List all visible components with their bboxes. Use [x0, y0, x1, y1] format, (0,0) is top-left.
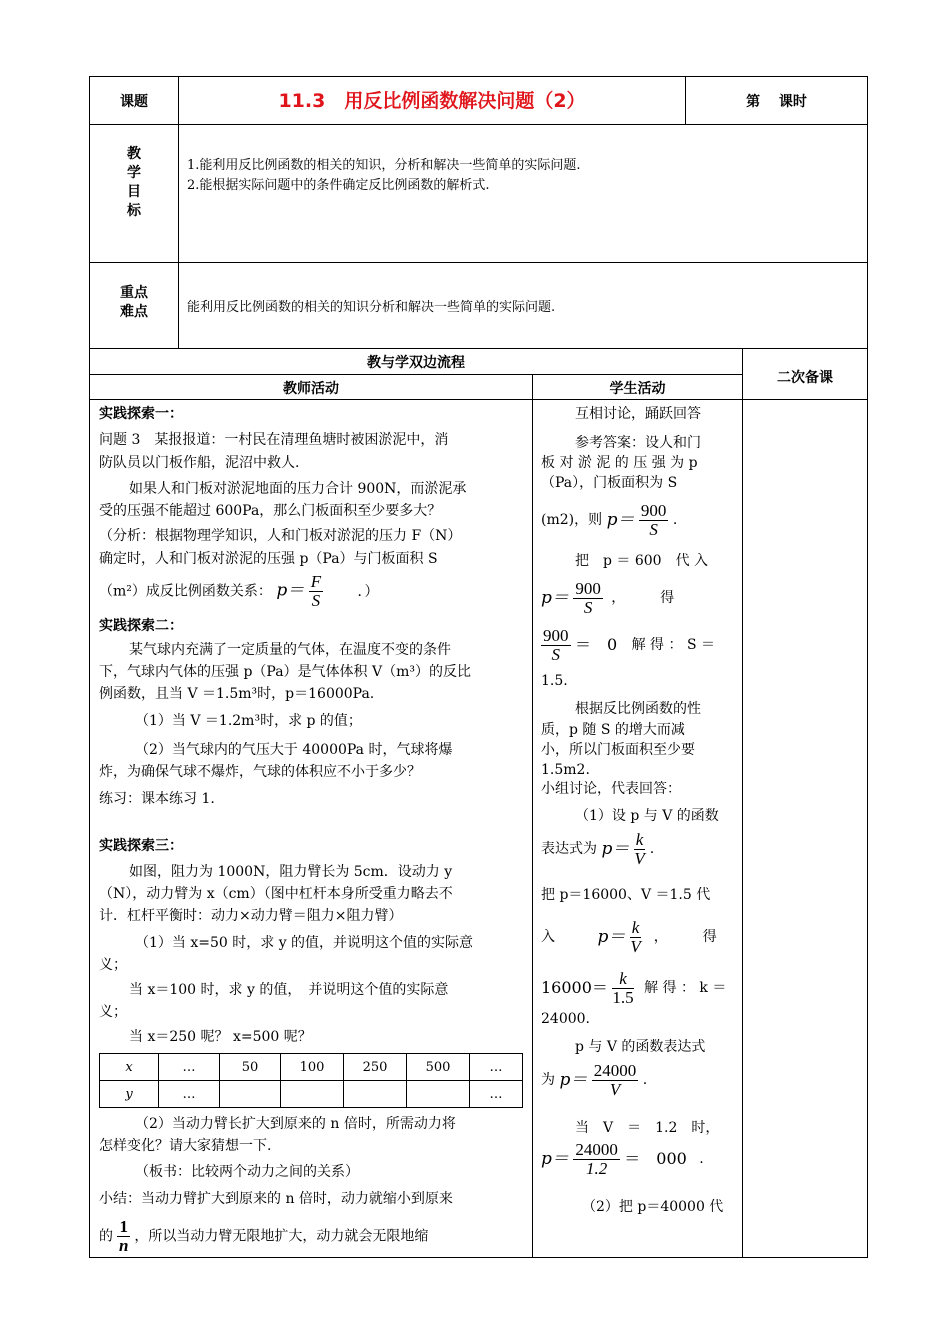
text-line: （1）当 V ＝1.2m³时，求 p 的值； — [135, 713, 362, 729]
student-header: 学生活动 — [609, 381, 666, 397]
text-line: 问题 3 某报报道：一村民在清理鱼塘时被困淤泥中，消 — [99, 432, 449, 448]
formula-fraction: $\frac{k}{V}$ — [630, 917, 641, 956]
table-cell: x — [100, 1054, 159, 1081]
text-line: 16000＝ $\frac{k}{1.5}$ 解 得 ： k ＝ — [541, 968, 727, 1007]
text-line: 根据反比例函数的性 — [575, 701, 701, 717]
text-line: p＝ $\frac{900}{S}$ ， 得 — [541, 578, 675, 617]
formula-fraction: $\frac{k}{1.5}$ — [612, 968, 634, 1007]
text-line: 把 p ＝ 600 代 入 — [575, 553, 709, 569]
text-line: 当 x＝100 时，求 y 的值， 并说明这个值的实际意 — [129, 982, 449, 998]
text-line: （1）设 p 与 V 的函数 — [575, 808, 719, 824]
key-points-text: 能利用反比例函数的相关的知识分析和解决一些简单的实际问题. — [187, 300, 556, 315]
table-cell: 250 — [344, 1054, 407, 1081]
text-line: （2）把 p＝40000 代 — [582, 1199, 724, 1215]
table-cell — [407, 1081, 470, 1108]
flow-title: 教与学双边流程 — [367, 355, 465, 371]
text-line: 怎样变化？请大家猜想一下. — [99, 1138, 272, 1154]
goal-item: 1.能利用反比例函数的相关的知识，分析和解决一些简单的实际问题. — [187, 158, 581, 173]
section-title: 实践探索一： — [99, 406, 183, 422]
text-line: （板书：比较两个动力之间的关系） — [135, 1164, 359, 1180]
table-cell: … — [159, 1054, 220, 1081]
text-line: 互相讨论，踊跃回答 — [575, 406, 701, 422]
formula-fraction: $\frac{900}{S}$ — [575, 578, 601, 617]
text-line: 如图，阻力为 1000N，阻力臂长为 5cm．设动力 y — [129, 864, 453, 880]
text-line: （1）当 x=50 时，求 y 的值，并说明这个值的实际意 — [135, 935, 474, 951]
formula-fraction: $\frac{1}{n}$ — [118, 1217, 129, 1255]
text-line: 1.5. — [541, 673, 568, 689]
text-line: 计．杠杆平衡时：动力×动力臂＝阻力×阻力臂） — [99, 908, 403, 924]
text-line: $\frac{900}{S}$ ＝ 0 解 得 ： S ＝ — [543, 625, 715, 664]
text-line: 炸，为确保气球不爆炸，气球的体积应不小于多少？ — [99, 764, 421, 780]
period-label: 第 课时 — [746, 94, 807, 110]
header-label: 课题 — [120, 94, 148, 110]
text-line: 义； — [99, 957, 127, 973]
text-line: （2）当动力臂长扩大到原来的 n 倍时，所需动力将 — [135, 1116, 456, 1132]
text-line: （N），动力臂为 x（cm）（图中杠杆本身所受重力略去不 — [99, 886, 453, 902]
text-line: p＝ $\frac{24000}{1.2}$ ＝ 000 . — [541, 1139, 704, 1178]
table-cell: … — [470, 1081, 523, 1108]
text-line: 小组讨论，代表回答： — [541, 781, 681, 797]
text-line: 为 p＝ $\frac{24000}{V}$ . — [541, 1060, 648, 1099]
table-cell — [344, 1081, 407, 1108]
text-line: 某气球内充满了一定质量的气体，在温度不变的条件 — [129, 642, 451, 658]
table-cell: 100 — [281, 1054, 344, 1081]
text-line: 把 p＝16000、V ＝1.5 代 — [541, 887, 711, 903]
goals-label: 教 学 目 标 — [127, 146, 141, 219]
text-line: p 与 V 的函数表达式 — [575, 1039, 706, 1055]
text-line: 下，气球内气体的压强 p（Pa）是气体体积 V（m³）的反比 — [99, 664, 471, 680]
text-line: 确定时，人和门板对淤泥的压强 p（Pa）与门板面积 S — [99, 551, 438, 567]
formula-fraction: $\frac{24000}{1.2}$ — [575, 1139, 618, 1178]
text-line: （2）当气球内的气压大于 40000Pa 时，气球将爆 — [135, 742, 453, 758]
text-line: 参考答案：设人和门 — [575, 435, 701, 451]
text-line: （Pa），门板面积为 S — [541, 475, 678, 491]
text-line: 例函数，且当 V ＝1.5m³时，p＝16000Pa. — [99, 686, 375, 702]
table-row — [100, 1081, 523, 1108]
text-line: 防队员以门板作船，泥沼中救人. — [99, 455, 300, 471]
goal-item: 2.能根据实际问题中的条件确定反比例函数的解析式. — [187, 178, 490, 193]
key-points-label: 重点 难点 — [120, 285, 148, 320]
text-line: （m²）成反比例函数关系： p＝ $\frac{F}{S}$ ．） — [99, 572, 379, 610]
text-line: 的 $\frac{1}{n}$ ，所以当动力臂无限地扩大，动力就会无限地缩 — [99, 1217, 429, 1255]
formula-fraction: $\frac{900}{S}$ — [543, 625, 569, 664]
text-line: 小，所以门板面积至少要 — [541, 742, 695, 758]
formula-fraction: $\frac{F}{S}$ — [310, 572, 322, 610]
section-title: 实践探索二： — [99, 618, 183, 634]
text-line: 质，p 随 S 的增大而减 — [541, 722, 685, 738]
table-cell: y — [100, 1081, 159, 1108]
table-cell — [220, 1081, 281, 1108]
text-line: 当 x＝250 呢？ x=500 呢？ — [129, 1029, 312, 1045]
lesson-title: 11.3 用反比例函数解决问题（2） — [278, 90, 586, 112]
table-cell — [281, 1081, 344, 1108]
formula-fraction: $\frac{k}{V}$ — [634, 829, 645, 868]
formula-fraction: $\frac{900}{S}$ — [640, 500, 667, 539]
text-line: 板 对 淤 泥 的 压 强 为 p — [541, 455, 698, 471]
section-title: 实践探索三： — [99, 838, 183, 854]
text-line: 表达式为 p＝ $\frac{k}{V}$ . — [541, 829, 655, 868]
text-line: 受的压强不能超过 600Pa，那么门板面积至少要多大？ — [99, 503, 442, 519]
formula-fraction: $\frac{24000}{V}$ — [593, 1060, 637, 1099]
table-row — [100, 1054, 523, 1081]
table-cell: … — [470, 1054, 523, 1081]
text-line: 1.5m2. — [541, 762, 590, 778]
text-line: 小结：当动力臂扩大到原来的 n 倍时，动力就缩小到原来 — [99, 1191, 453, 1207]
teacher-header: 教师活动 — [283, 381, 339, 397]
text-line: 入 p＝ $\frac{k}{V}$ ， 得 — [541, 917, 717, 956]
text-line: 练习：课本练习 1. — [99, 791, 215, 807]
text-line: 如果人和门板对淤泥地面的压力合计 900N，而淤泥承 — [129, 481, 467, 497]
text-line: 当 V ＝ 1.2 时， — [575, 1120, 720, 1136]
table-cell: 50 — [220, 1054, 281, 1081]
table-cell: 500 — [407, 1054, 470, 1081]
text-line: 义； — [99, 1004, 127, 1020]
table-cell: … — [159, 1081, 220, 1108]
values-table — [99, 1053, 523, 1108]
text-line: （分析：根据物理学知识，人和门板对淤泥的压力 F（N） — [99, 528, 462, 544]
text-line: (m2)，则 p＝ $\frac{900}{S}$ . — [541, 500, 678, 539]
backup-header: 二次备课 — [777, 370, 833, 386]
text-line: 24000. — [541, 1011, 590, 1027]
